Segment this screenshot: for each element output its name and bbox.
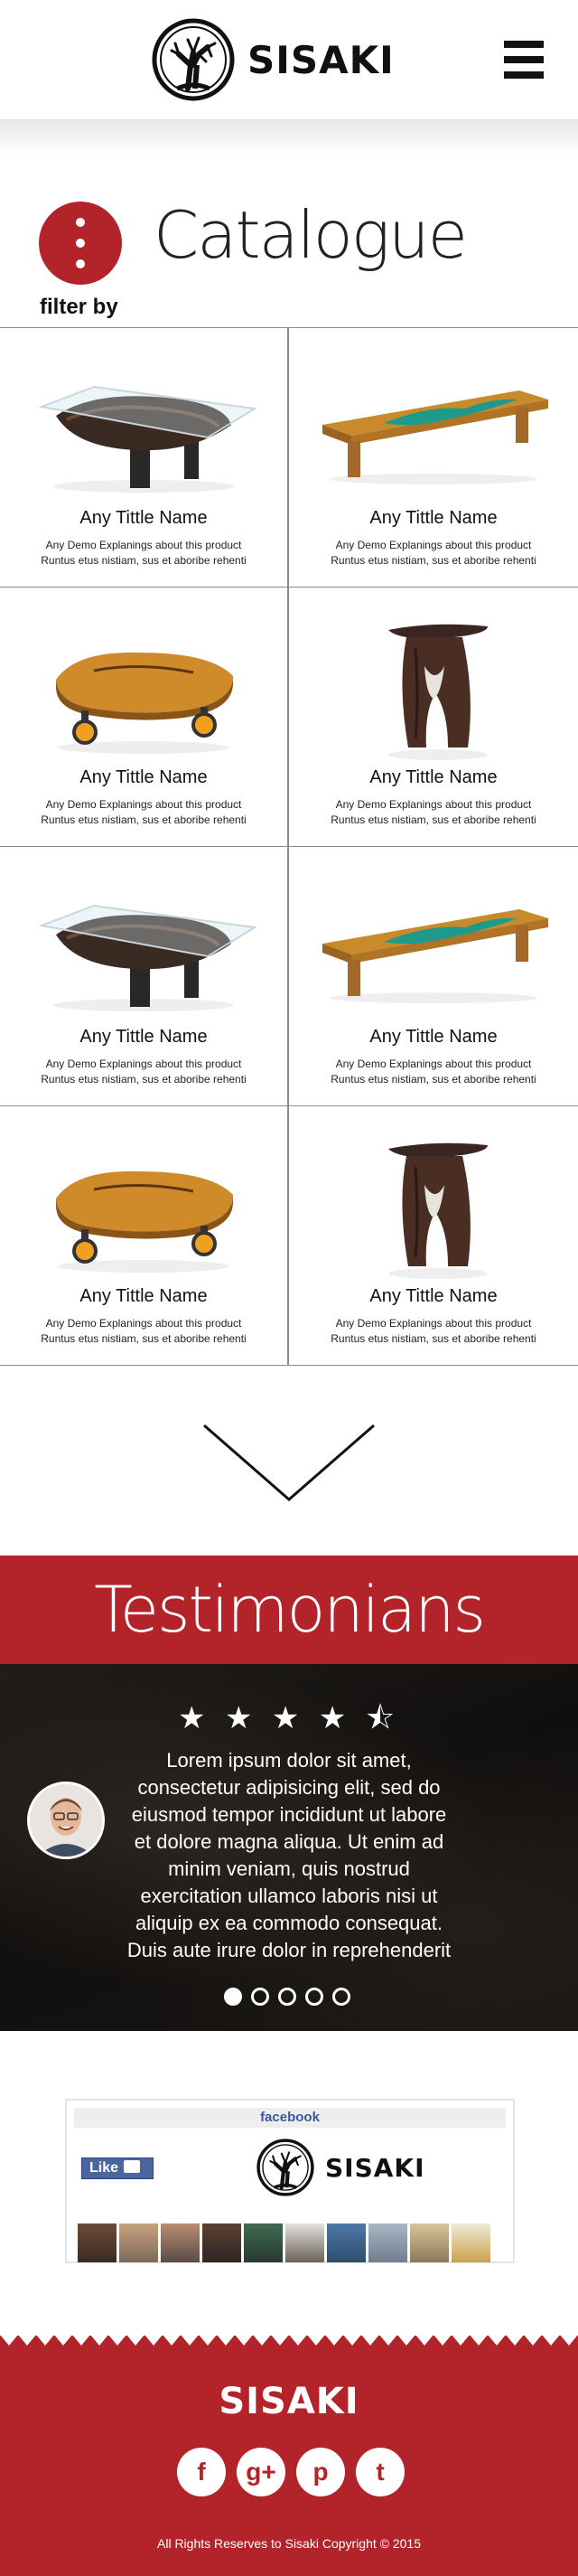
filter-by-toggle[interactable]: filter by bbox=[40, 295, 118, 319]
product-description-line: Any Demo Explanings about this product bbox=[45, 1317, 242, 1330]
fan-avatar[interactable] bbox=[161, 2223, 200, 2262]
tree-logo-icon bbox=[152, 18, 235, 101]
chevron-down-icon bbox=[200, 1422, 378, 1503]
product-card[interactable] bbox=[289, 588, 578, 847]
facebook-section bbox=[0, 2031, 578, 2336]
product-card[interactable] bbox=[289, 1106, 578, 1366]
brand-wordmark: SISAKI bbox=[247, 37, 395, 82]
product-description-line: Runtus etus nistiam, sus et aboribe rehenti bbox=[41, 554, 247, 567]
catalogue-header bbox=[0, 155, 578, 327]
fan-avatar[interactable] bbox=[327, 2223, 366, 2262]
copyright: All Rights Reserves to Sisaki Copyright © 2015 bbox=[157, 2536, 421, 2551]
product-image[interactable] bbox=[289, 1117, 578, 1298]
slider-dot-2[interactable] bbox=[251, 1988, 269, 2006]
twitter-icon[interactable]: t bbox=[356, 2448, 405, 2496]
product-image[interactable] bbox=[0, 339, 287, 520]
testimonials-title: Testimonians bbox=[0, 1556, 578, 1664]
product-image[interactable] bbox=[0, 598, 287, 779]
product-description bbox=[0, 1316, 287, 1347]
product-description bbox=[0, 1057, 287, 1087]
facebook-widget bbox=[65, 2099, 515, 2263]
brand-logo[interactable] bbox=[152, 18, 395, 101]
product-description bbox=[289, 797, 578, 828]
product-card[interactable] bbox=[0, 847, 289, 1106]
product-description-line: Any Demo Explanings about this product bbox=[45, 1058, 242, 1070]
testimonial-slider bbox=[0, 1664, 578, 2031]
show-more-button[interactable] bbox=[0, 1366, 578, 1556]
slider-dot-4[interactable] bbox=[305, 1988, 323, 2006]
product-card[interactable] bbox=[289, 328, 578, 588]
fan-avatar[interactable] bbox=[78, 2223, 117, 2262]
slider-pagination bbox=[224, 1988, 350, 2006]
like-button[interactable] bbox=[81, 2158, 154, 2179]
product-description-line: Any Demo Explanings about this product bbox=[45, 798, 242, 811]
product-card[interactable] bbox=[289, 847, 578, 1106]
product-image[interactable] bbox=[0, 858, 287, 1039]
facebook-page-logo[interactable] bbox=[256, 2139, 425, 2196]
product-card[interactable] bbox=[0, 1106, 289, 1366]
testimonial-quote: Lorem ipsum dolor sit amet, consectetur adipisicing elit, sed do eiusmod tempor incididunt ut labore et dolore magna aliqua. Ut enim ad minim veniam, quis nostrud exercitation ullamco laboris nisi ut aliquip ex ea commodo consequat. Duis aute irure dolor in reprehenderit bbox=[126, 1749, 452, 1961]
fan-avatar[interactable] bbox=[452, 2223, 490, 2262]
avatar bbox=[27, 1782, 105, 1859]
fan-avatar[interactable] bbox=[119, 2223, 158, 2262]
rating-stars: ★ ★ ★ ★ ⯪ bbox=[178, 1701, 400, 1735]
like-label: Like bbox=[89, 2160, 119, 2176]
fan-avatar[interactable] bbox=[285, 2223, 324, 2262]
zigzag-border bbox=[0, 2335, 578, 2347]
product-card[interactable] bbox=[0, 328, 289, 588]
fan-avatar[interactable] bbox=[368, 2223, 407, 2262]
footer-brand: SISAKI bbox=[219, 2381, 359, 2422]
slider-dot-5[interactable] bbox=[332, 1988, 350, 2006]
product-name[interactable]: Any Tittle Name bbox=[79, 508, 208, 528]
product-description-line: Any Demo Explanings about this product bbox=[45, 539, 242, 551]
slider-dot-1[interactable] bbox=[224, 1988, 242, 2006]
product-grid bbox=[0, 327, 578, 1366]
product-description-line: Any Demo Explanings about this product bbox=[335, 798, 532, 811]
pinterest-icon[interactable]: p bbox=[296, 2448, 345, 2496]
product-description-line: Any Demo Explanings about this product bbox=[335, 1058, 532, 1070]
facebook-bar[interactable]: facebook bbox=[74, 2108, 506, 2128]
site-footer bbox=[0, 2336, 578, 2576]
product-name[interactable]: Any Tittle Name bbox=[79, 767, 208, 787]
product-description-line: Runtus etus nistiam, sus et aboribe rehenti bbox=[331, 554, 536, 567]
facebook-page-name: SISAKI bbox=[325, 2152, 425, 2183]
product-description bbox=[289, 1057, 578, 1087]
fan-avatar[interactable] bbox=[410, 2223, 449, 2262]
product-description-line: Runtus etus nistiam, sus et aboribe rehenti bbox=[41, 1073, 247, 1086]
product-name[interactable]: Any Tittle Name bbox=[79, 1286, 208, 1306]
product-description-line: Runtus etus nistiam, sus et aboribe rehenti bbox=[331, 1073, 536, 1086]
product-description-line: Runtus etus nistiam, sus et aboribe rehenti bbox=[41, 1332, 247, 1345]
product-image[interactable] bbox=[289, 339, 578, 520]
product-card[interactable] bbox=[0, 588, 289, 847]
product-description-line: Runtus etus nistiam, sus et aboribe rehenti bbox=[331, 1332, 536, 1345]
product-image[interactable] bbox=[0, 1117, 287, 1298]
product-name[interactable]: Any Tittle Name bbox=[369, 1286, 498, 1306]
product-description bbox=[0, 538, 287, 569]
fan-faces bbox=[78, 2223, 490, 2262]
hamburger-menu-icon[interactable] bbox=[504, 41, 544, 79]
product-description-line: Runtus etus nistiam, sus et aboribe rehenti bbox=[331, 813, 536, 826]
google-plus-icon[interactable]: g+ bbox=[237, 2448, 285, 2496]
product-name[interactable]: Any Tittle Name bbox=[369, 1027, 498, 1047]
product-description bbox=[289, 1316, 578, 1347]
product-description-line: Runtus etus nistiam, sus et aboribe rehenti bbox=[41, 813, 247, 826]
slider-dot-3[interactable] bbox=[278, 1988, 296, 2006]
catalogue-title: Catalogue bbox=[154, 197, 466, 273]
catalogue-menu-button[interactable] bbox=[39, 202, 122, 285]
header-shadow bbox=[0, 119, 578, 155]
product-image[interactable] bbox=[289, 598, 578, 779]
social-links bbox=[177, 2448, 405, 2496]
tree-logo-icon bbox=[256, 2139, 314, 2196]
thumbs-up-icon bbox=[124, 2160, 140, 2173]
product-description-line: Any Demo Explanings about this product bbox=[335, 539, 532, 551]
product-name[interactable]: Any Tittle Name bbox=[369, 508, 498, 528]
fan-avatar[interactable] bbox=[244, 2223, 283, 2262]
product-name[interactable]: Any Tittle Name bbox=[79, 1027, 208, 1047]
site-header bbox=[0, 0, 578, 119]
product-description-line: Any Demo Explanings about this product bbox=[335, 1317, 532, 1330]
product-description bbox=[0, 797, 287, 828]
fan-avatar[interactable] bbox=[202, 2223, 241, 2262]
product-image[interactable] bbox=[289, 858, 578, 1039]
facebook-icon[interactable]: f bbox=[177, 2448, 226, 2496]
product-description bbox=[289, 538, 578, 569]
product-name[interactable]: Any Tittle Name bbox=[369, 767, 498, 787]
